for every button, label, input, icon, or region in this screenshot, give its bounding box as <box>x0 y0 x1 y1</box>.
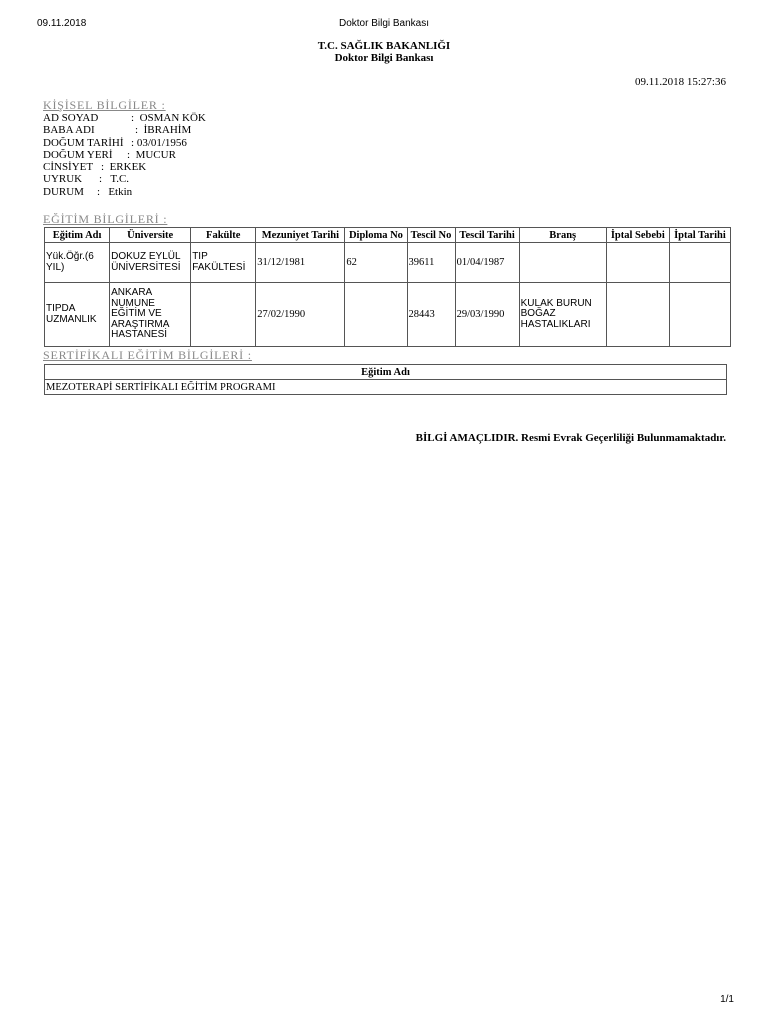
print-date: 09.11.2018 <box>37 18 87 29</box>
ministry-title: T.C. SAĞLIK BAKANLIĞI <box>317 40 451 52</box>
document-header <box>0 40 768 64</box>
info-label: BABA ADI <box>43 124 95 137</box>
info-label: UYRUK <box>43 173 83 186</box>
info-separator: : <box>131 112 135 124</box>
table-cell: 39611 <box>407 243 455 283</box>
disclaimer-notice: BİLGİ AMAÇLIDIR. Resmi Evrak Geçerliliği Bulunmamaktadır. <box>415 432 726 444</box>
info-row <box>43 112 206 124</box>
certificate-section-title: SERTİFİKALI EĞİTİM BİLGİLERİ : <box>43 348 252 362</box>
info-separator: : <box>127 148 131 161</box>
table-cell: TIP FAKÜLTESİ <box>191 243 256 283</box>
table-cell: DOKUZ EYLÜL ÜNİVERSİTESİ <box>110 243 191 283</box>
info-separator: : <box>135 124 139 137</box>
education-table <box>44 227 731 347</box>
table-cell: Yük.Öğr.(6 YIL) <box>45 243 110 283</box>
table-cell <box>669 243 730 283</box>
print-header <box>0 18 768 32</box>
page-number: 1/1 <box>720 994 734 1005</box>
info-label: AD SOYAD <box>43 112 99 124</box>
info-value: OSMAN KÖK <box>139 112 206 124</box>
info-value: T.C. <box>110 173 130 186</box>
info-separator: : <box>97 185 101 198</box>
column-header: Üniversite <box>110 228 191 243</box>
column-header: Mezuniyet Tarihi <box>256 228 345 243</box>
column-header: İptal Tarihi <box>669 228 730 243</box>
info-value: İBRAHİM <box>143 124 192 137</box>
document-subtitle: Doktor Bilgi Bankası <box>334 52 434 64</box>
info-row <box>43 186 206 198</box>
table-row <box>45 243 731 283</box>
column-header: Eğitim Adı <box>45 228 110 243</box>
table-row <box>45 380 727 395</box>
print-title: Doktor Bilgi Bankası <box>338 18 430 29</box>
table-row <box>45 283 731 347</box>
table-cell <box>191 283 256 347</box>
table-cell: 27/02/1990 <box>256 283 345 347</box>
info-value: MUCUR <box>135 148 176 161</box>
info-label: CİNSİYET <box>43 161 94 174</box>
certificate-header-row <box>45 365 727 380</box>
table-cell: 62 <box>345 243 407 283</box>
info-label: DOĞUM TARİHİ <box>43 136 124 149</box>
table-cell: KULAK BURUN BOĞAZ HASTALIKLARI <box>519 283 606 347</box>
table-cell <box>345 283 407 347</box>
info-row <box>43 137 206 149</box>
column-header: Tescil No <box>407 228 455 243</box>
table-cell <box>606 243 669 283</box>
column-header: Fakülte <box>191 228 256 243</box>
column-header: İptal Sebebi <box>606 228 669 243</box>
certificate-table <box>44 364 727 395</box>
education-header-row <box>45 228 731 243</box>
table-cell: 28443 <box>407 283 455 347</box>
column-header: Eğitim Adı <box>45 365 727 380</box>
info-value: Etkin <box>108 185 133 198</box>
info-value: 03/01/1956 <box>136 136 187 149</box>
table-cell <box>519 243 606 283</box>
personal-section-title: KİŞİSEL BİLGİLER : <box>43 98 166 112</box>
info-label: DURUM <box>43 185 84 198</box>
table-cell <box>606 283 669 347</box>
info-separator: : <box>131 136 135 149</box>
info-value: ERKEK <box>109 161 147 174</box>
info-row <box>43 124 206 136</box>
table-cell: TIPDA UZMANLIK <box>45 283 110 347</box>
column-header: Diploma No <box>345 228 407 243</box>
table-cell <box>669 283 730 347</box>
table-cell: 31/12/1981 <box>256 243 345 283</box>
info-label: DOĞUM YERİ <box>43 148 113 161</box>
table-cell: 29/03/1990 <box>455 283 519 347</box>
column-header: Branş <box>519 228 606 243</box>
info-separator: : <box>99 173 103 186</box>
info-row <box>43 161 206 173</box>
info-row <box>43 149 206 161</box>
table-cell: MEZOTERAPİ SERTİFİKALI EĞİTİM PROGRAMI <box>45 380 727 395</box>
info-separator: : <box>101 161 105 174</box>
table-cell: ANKARA NUMUNE EĞİTİM VE ARAŞTIRMA HASTANESİ <box>110 283 191 347</box>
report-timestamp: 09.11.2018 15:27:36 <box>635 76 726 88</box>
education-section-title: EĞİTİM BİLGİLERİ : <box>43 212 168 226</box>
column-header: Tescil Tarihi <box>455 228 519 243</box>
table-cell: 01/04/1987 <box>455 243 519 283</box>
personal-info <box>43 112 206 198</box>
info-row <box>43 173 206 185</box>
